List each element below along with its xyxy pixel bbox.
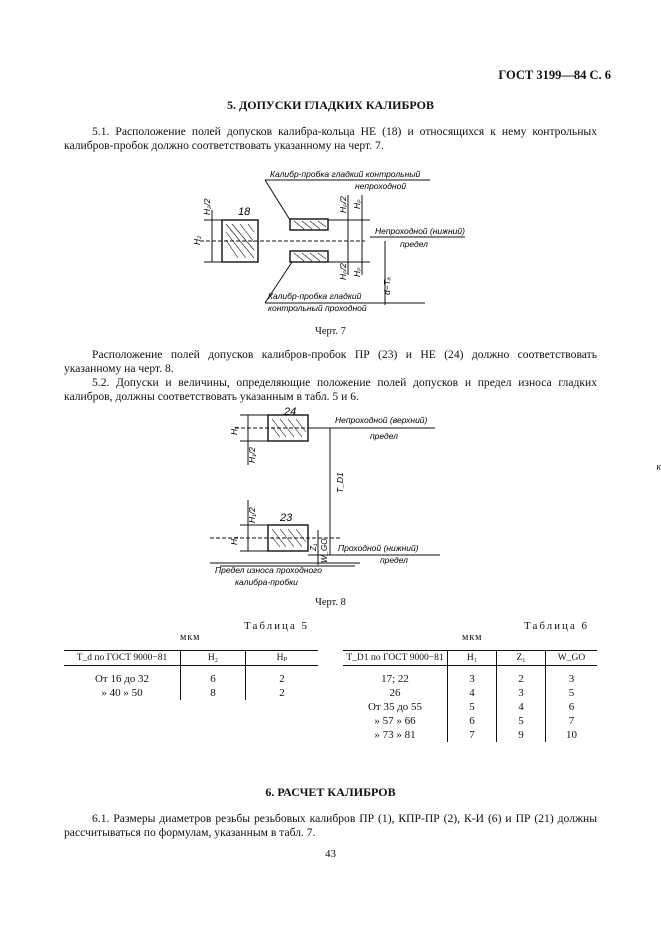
table-5-caption: Таблица 5 (244, 620, 310, 632)
fig7-top-label-2: непроходной (355, 181, 407, 191)
table-cell: » 73 » 81 (374, 729, 416, 741)
fig7-h2-half: H₂/2 (202, 198, 212, 215)
table-cell: 9 (497, 728, 546, 742)
fig7-right-label-2: предел (400, 239, 428, 249)
fig7-hp-top: Hₚ (352, 199, 362, 209)
table-6-header-cell: W_GO (546, 651, 598, 666)
fig7-num: 18 (238, 206, 251, 218)
table-5-units: мкм (180, 632, 201, 643)
fig7-hp-half-bot: Hₚ/2 (338, 263, 348, 280)
table-cell: 7 (448, 728, 497, 742)
table-row (343, 666, 597, 687)
table-5-header-row (64, 651, 318, 666)
table-cell: 3 (546, 666, 598, 687)
fig8-upper-label-1: Непроходной (верхний) (335, 415, 428, 425)
table-cell: 2 (246, 666, 319, 687)
fig7-h2: H₂ (192, 235, 202, 245)
table-6 (343, 650, 597, 742)
table-cell: 5 (448, 700, 497, 714)
table-row (343, 686, 597, 700)
fig8-z1: Z₁ (309, 543, 318, 551)
table-6-header-cell: H₁ (448, 651, 497, 666)
fig7-hp-half-top: Hₚ/2 (338, 196, 348, 213)
fig8-lower-label-1: Проходной (нижний) (338, 543, 419, 553)
fig8-h1-half-top: H₁/2 (247, 447, 257, 463)
fig8-wgo: W_GO (320, 538, 329, 563)
fig7-right-label-1: Непроходной (нижний) (375, 226, 465, 236)
table-5-header-cell: T_d по ГОСТ 9000−81 (64, 651, 181, 666)
table-row (343, 700, 597, 714)
table-6-caption: Таблица 6 (524, 620, 590, 632)
edge-mark: к (656, 462, 661, 473)
page-header: ГОСТ 3199—84 С. 6 (498, 68, 611, 82)
table-cell: От 35 до 55 (367, 701, 423, 713)
table-cell: 3 (448, 666, 497, 687)
table-5-header-cell: H₂ (181, 651, 246, 666)
caption-8: Черт. 8 (315, 597, 346, 608)
table-row (343, 714, 597, 728)
fig7-top-label-1: Калибр-пробка гладкий контрольный (270, 169, 421, 179)
table-cell: 10 (546, 728, 598, 742)
page-number: 43 (325, 848, 336, 860)
fig8-num-top: 24 (284, 406, 297, 418)
fig8-h1-bot: H₁ (229, 536, 239, 545)
table-cell: 2 (246, 686, 319, 700)
table-cell: 7 (546, 714, 598, 728)
caption-7: Черт. 7 (315, 326, 346, 337)
fig7-bottom-label-2: контрольный проходной (268, 303, 367, 313)
table-cell: 2 (497, 666, 546, 687)
fig8-wear-label-2: калибра-пробки (235, 577, 298, 587)
table-row (64, 686, 318, 700)
table-row (343, 728, 597, 742)
table-6-header-cell: T_D1 по ГОСТ 9000−81 (343, 651, 448, 666)
table-cell: 6 (448, 714, 497, 728)
table-cell: 5 (546, 686, 598, 700)
table-cell: » 40 » 50 (101, 687, 143, 699)
paragraph-6-1: 6.1. Размеры диаметров резьбы резьбовых калибров ПР (1), КПР-ПР (2), К-И (6) и ПР (21) должны рассчитываться по формулам, указанным в табл. 7. (64, 812, 597, 839)
table-cell: 3 (497, 686, 546, 700)
paragraph-5-2: 5.2. Допуски и величины, определяющие положение полей допусков и предел износа гладких калибров, должны соответствовать указанным в табл. 5 и 6. (64, 376, 597, 403)
fig8-td1: T_D1 (335, 472, 345, 493)
table-5 (64, 650, 318, 700)
table-row (64, 666, 318, 687)
table-6-units: мкм (462, 632, 483, 643)
section-6-title: 6. РАСЧЕТ КАЛИБРОВ (265, 785, 396, 799)
table-cell: 26 (389, 687, 401, 699)
paragraph-pr: Расположение полей допусков калибров-пробок ПР (23) и НЕ (24) должно соответствовать указанному на черт. 8. (64, 348, 597, 375)
fig7-bottom-label-1: Калибр-пробка гладкий (268, 291, 362, 301)
table-5-header-cell: Hₚ (246, 651, 319, 666)
table-cell: 6 (546, 700, 598, 714)
table-cell: От 16 до 32 (94, 673, 150, 685)
table-6-header-row (343, 651, 597, 666)
figure-7 (180, 165, 480, 315)
paragraph-5-1: 5.1. Расположение полей допусков калибра-кольца НЕ (18) и относящихся к нему контрольных калибров-пробок должно соответствовать указанному на черт. 7. (64, 125, 597, 152)
fig7-hp-bot: Hₚ (352, 267, 362, 277)
table-cell: 4 (497, 700, 546, 714)
table-cell: 6 (181, 666, 246, 687)
figure-8 (200, 405, 470, 590)
table-cell: » 57 » 66 (374, 715, 416, 727)
table-cell: 4 (448, 686, 497, 700)
fig8-wear-label-1: Предел износа проходного (215, 565, 322, 575)
table-6-header-cell: Z₁ (497, 651, 546, 666)
section-5-title: 5. ДОПУСКИ ГЛАДКИХ КАЛИБРОВ (227, 98, 434, 112)
table-cell: 8 (181, 686, 246, 700)
fig8-lower-label-2: предел (380, 555, 408, 565)
fig7-d-td: d−Tₐ (382, 277, 392, 295)
fig8-num-bot: 23 (280, 512, 293, 524)
fig8-h1-half-bot: H₁/2 (247, 507, 257, 523)
table-cell: 17; 22 (381, 673, 409, 685)
fig8-h1-top: H₁ (229, 426, 239, 435)
fig8-upper-label-2: предел (370, 431, 398, 441)
table-cell: 5 (497, 714, 546, 728)
